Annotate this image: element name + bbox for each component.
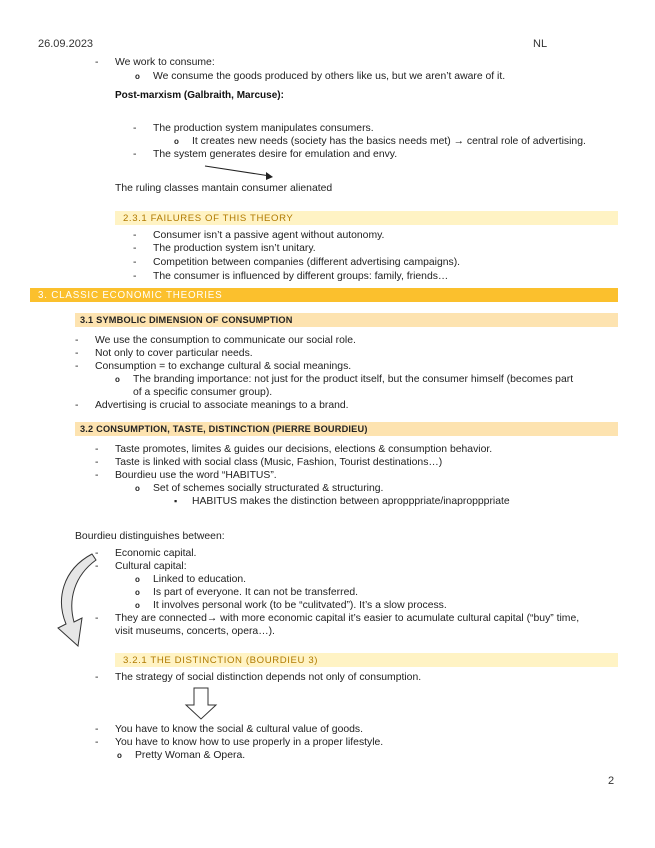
cultural-sub-item: o Linked to education. [153,573,246,586]
failures-heading: 2.3.1 FAILURES OF THIS THEORY [123,213,294,224]
failure-item: - The production system isn’t unitary. [153,242,316,255]
production-manipulates: - The production system manipulates consumers. [153,122,374,135]
s31-item: - We use the consumption to communicate our social role. [95,334,356,347]
cultural-sub-item: o Is part of everyone. It can not be transferred. [153,586,358,599]
s31-heading-band [75,313,618,327]
failure-item: - Consumer isn’t a passive agent without autonomy. [153,229,384,242]
s31-item: - Consumption = to exchange cultural & social meanings. [95,360,351,373]
cultural-sub-item: o It involves personal work (to be “culitvated”). It’s a slow process. [153,599,447,612]
know-use: - You have to know how to use properly in a proper lifestyle. [115,736,383,749]
branding-line-2: of a specific consumer group). [133,387,273,398]
s321-heading: 3.2.1 THE DISTINCTION (BOURDIEU 3) [123,655,319,666]
connected-line-1: - They are connected→ with more economic capital it’s easier to acumulate cultural capital (“buy” time, [115,612,579,625]
failures-heading-band [115,211,618,225]
down-arrow-icon [184,687,218,721]
failure-item: - Competition between companies (different advertising campaigns). [153,256,460,269]
header-initials: NL [533,38,548,50]
header-date: 26.09.2023 [38,38,94,50]
creates-needs: o It creates new needs (society has the basics needs met) → central role of advertising. [192,135,586,148]
ruling-classes: The ruling classes mantain consumer alienated [115,183,333,194]
s32-item: - Taste is linked with social class (Music, Fashion, Tourist destinations…) [115,456,442,469]
section-3-heading: 3. CLASSIC ECONOMIC THEORIES [38,290,223,301]
schemes: o Set of schemes socially structurated & structuring. [153,482,383,495]
s32-item: - Taste promotes, limites & guides our decisions, elections & consumption behavior. [115,443,492,456]
post-marxism-heading: Post-marxism (Galbraith, Marcuse): [115,90,284,101]
bourdieu-intro: Bourdieu distinguishes between: [75,531,225,542]
habitus-distinction: ▪ HABITUS makes the distinction between apropppriate/inapropppriate [192,495,510,508]
advertising-crucial: - Advertising is crucial to associate meanings to a brand. [95,399,349,412]
s32-heading: 3.2 CONSUMPTION, TASTE, DISTINCTION (PIERRE BOURDIEU) [80,424,368,434]
pretty-woman: o Pretty Woman & Opera. [135,749,245,762]
section-3-band [30,288,618,302]
page-number: 2 [608,775,615,787]
connected-line-2: visit museums, concerts, opera…). [115,626,275,637]
know-value: - You have to know the social & cultural value of goods. [115,723,363,736]
consume-goods: o We consume the goods produced by others like us, but we aren’t aware of it. [153,70,505,83]
cultural-capital: - Cultural capital: [115,560,187,573]
s32-heading-band [75,422,618,436]
work-to-consume: - We work to consume: [115,56,215,69]
arrow-right-icon [200,160,280,184]
s321-heading-band [115,653,618,667]
branding-line-1: o The branding importance: not just for the product itself, but the consumer himself (becomes part [133,373,573,386]
s31-item: - Not only to cover particular needs. [95,347,253,360]
generates-desire: - The system generates desire for emulation and envy. [153,148,397,161]
failure-item: - The consumer is influenced by different groups: family, friends… [153,270,448,283]
strategy-distinction: - The strategy of social distinction depends not only of consumption. [115,671,421,684]
s31-heading: 3.1 SYMBOLIC DIMENSION OF CONSUMPTION [80,315,293,325]
economic-capital: - Economic capital. [115,547,196,560]
s32-item: - Bourdieu use the word “HABITUS”. [115,469,277,482]
